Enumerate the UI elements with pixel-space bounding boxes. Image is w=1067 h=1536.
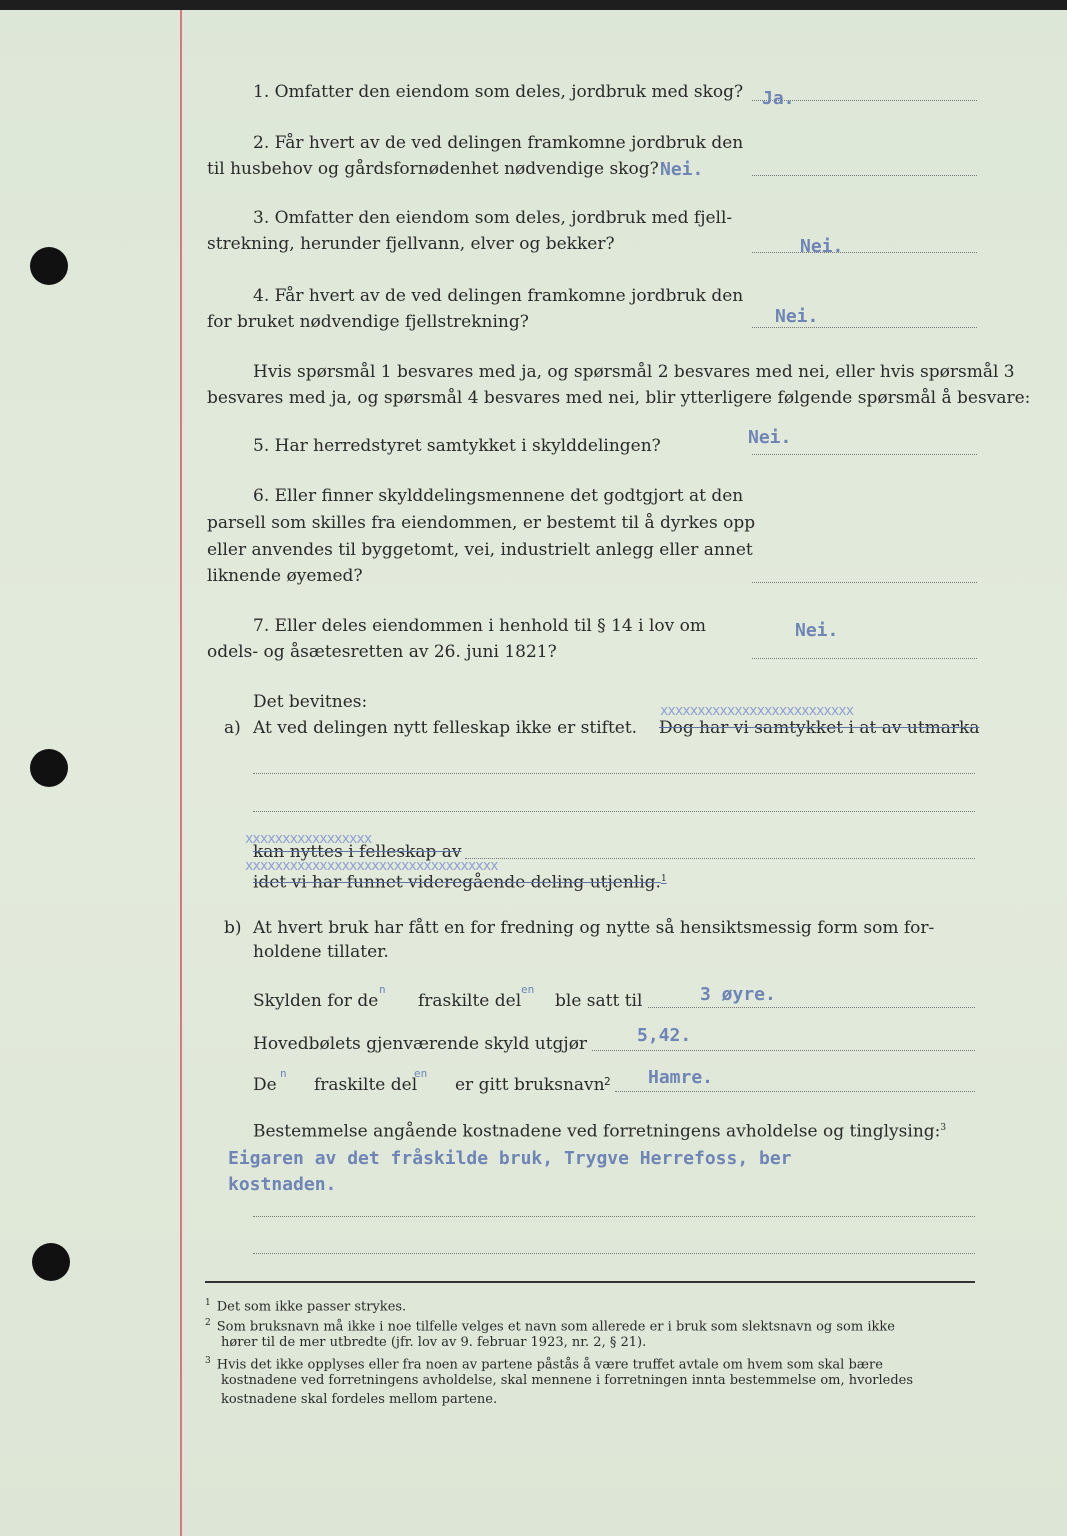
skyld-sup-1: n <box>379 983 386 996</box>
bruksnavn-label-3: er gitt bruksnavn <box>455 1075 605 1095</box>
answer-line <box>752 582 977 583</box>
idet-line <box>253 867 667 895</box>
question-3-text-cont: strekning, herunder fjellvann, elver og bekker? <box>207 234 615 254</box>
hovedbol-value: 5,42. <box>637 1025 692 1046</box>
answer-line <box>752 658 977 659</box>
bestemmelse-text: Bestemmelse angående kostnadene ved forretningens avholdelse og tinglysing: <box>253 1121 941 1142</box>
footnote-separator <box>205 1281 975 1283</box>
question-6-text-cont: parsell som skilles fra eiendommen, er bestemt til å dyrkes opp <box>207 513 756 533</box>
answer-line <box>752 454 977 455</box>
question-6-text: 6. Eller finner skylddelingsmennene det godtgjort at den <box>253 486 744 506</box>
answer-line <box>752 327 977 328</box>
bruksnavn-value: Hamre. <box>648 1067 714 1088</box>
item-b-text-cont: holdene tillater. <box>253 942 389 962</box>
footnote-3-cont: kostnadene ved forretningens avholdelse, skal mennene i forretningen innta bestemmelse om, hvorledes <box>221 1373 914 1388</box>
footnote-number: 3 <box>205 1356 211 1366</box>
skyld-sup-2: en <box>521 983 535 996</box>
bruksnavn-label-1: De <box>253 1075 277 1095</box>
footnote-ref: 1 <box>660 874 667 884</box>
footnote-number: 2 <box>205 1318 211 1328</box>
bestemmelse-typed-line-1: Eigaren av det fråskilde bruk, Trygve Herrefoss, ber <box>228 1148 792 1169</box>
skyld-label-3: ble satt til <box>555 991 643 1011</box>
question-7-answer: Nei. <box>795 620 839 641</box>
question-7-text-cont: odels- og åsætesretten av 26. juni 1821? <box>207 642 557 662</box>
bruksnavn-sup-1: n <box>280 1067 287 1080</box>
question-1-text: 1. Omfatter den eiendom som deles, jordbruk med skog? <box>253 82 744 102</box>
item-b-label: b) <box>224 918 242 938</box>
question-5-answer: Nei. <box>748 427 792 448</box>
bestemmelse-typed-line-2: kostnaden. <box>228 1174 337 1195</box>
answer-line <box>752 252 977 253</box>
punch-hole <box>30 247 68 285</box>
question-1-answer: Ja. <box>762 88 795 109</box>
question-4-text: 4. Får hvert av de ved delingen framkomne jordbruk den <box>253 286 744 306</box>
question-7-text: 7. Eller deles eiendommen i henhold til § 14 i lov om <box>253 616 706 636</box>
answer-line <box>615 1091 975 1092</box>
footnote-text: Det som ikke passer strykes. <box>216 1299 407 1315</box>
answer-line <box>752 175 977 176</box>
bevitnes-heading: Det bevitnes: <box>253 692 368 712</box>
bruksnavn-sup-2: en <box>414 1067 428 1080</box>
typed-x-overstrike: xxxxxxxxxxxxxxxxxxxxxxxxxxxxxxxxxx <box>245 858 498 874</box>
answer-line <box>592 1050 975 1051</box>
item-a-label: a) <box>224 718 241 738</box>
answer-line <box>648 1007 975 1008</box>
item-a-text: At ved delingen nytt felleskap ikke er stiftet. <box>253 718 638 738</box>
hovedbol-label: Hovedbølets gjenværende skyld utgjør <box>253 1034 588 1054</box>
scan-top-edge <box>0 0 1067 10</box>
blank-line <box>253 773 975 774</box>
blank-line <box>253 1253 975 1254</box>
condition-text-cont: besvares med ja, og spørsmål 4 besvares med nei, blir ytterligere følgende spørsmål å besvare: <box>207 388 1031 408</box>
question-2-text: 2. Får hvert av de ved delingen framkomne jordbruk den <box>253 133 744 153</box>
question-2-answer: Nei. <box>660 159 704 180</box>
question-2-text-cont: til husbehov og gårdsfornødenhet nødvendige skog? <box>207 159 659 179</box>
punch-hole <box>30 749 68 787</box>
footnote-number: 1 <box>205 1298 211 1308</box>
typed-x-overstrike: xxxxxxxxxxxxxxxxxxxxxxxxxx <box>660 703 854 719</box>
footnote-text: Som bruksnavn må ikke i noe tilfelle velges et navn som allerede er i bruk som slektsnavn og som ikke <box>216 1319 895 1335</box>
footnote-3-cont: kostnadene skal fordeles mellom partene. <box>221 1392 498 1407</box>
item-b-text: At hvert bruk har fått en for fredning og nytte så hensiktsmessig form som for- <box>253 918 935 938</box>
footnote-text: Hvis det ikke opplyses eller fra noen av partene påstås å være truffet avtale om hvem som skal bære <box>216 1357 883 1373</box>
question-4-answer: Nei. <box>775 306 819 327</box>
idet-line-text: idet vi har funnet videregående deling utjenlig. <box>253 872 661 893</box>
bestemmelse-label <box>253 1116 946 1144</box>
skyld-label-1: Skylden for de <box>253 991 379 1011</box>
condition-text: Hvis spørsmål 1 besvares med ja, og spørsmål 2 besvares med nei, eller hvis spørsmål 3 <box>253 362 1015 382</box>
footnote-2-cont: hører til de mer utbredte (jfr. lov av 9. februar 1923, nr. 2, § 21). <box>221 1335 647 1350</box>
kan-nyttes-line: kan nyttes i felleskap av <box>253 842 462 862</box>
question-3-answer: Nei. <box>800 236 844 257</box>
blank-line <box>253 1216 975 1217</box>
question-6-text-cont: liknende øyemed? <box>207 566 363 586</box>
question-5-text: 5. Har herredstyret samtykket i skylddelingen? <box>253 436 661 456</box>
blank-line <box>465 858 975 859</box>
question-3-text: 3. Omfatter den eiendom som deles, jordbruk med fjell- <box>253 208 733 228</box>
footnote-1 <box>205 1294 406 1316</box>
skyld-value: 3 øyre. <box>700 984 776 1005</box>
skyld-label-2: fraskilte del <box>418 991 522 1011</box>
punch-hole <box>32 1243 70 1281</box>
question-6-text-cont: eller anvendes til byggetomt, vei, industrielt anlegg eller annet <box>207 540 753 560</box>
blank-line <box>253 811 975 812</box>
bruksnavn-label-2: fraskilte del <box>314 1075 418 1095</box>
question-4-text-cont: for bruket nødvendige fjellstrekning? <box>207 312 529 332</box>
footnote-ref: 3 <box>940 1123 947 1133</box>
bruksnavn-sup-3: 2 <box>604 1075 611 1088</box>
typed-x-overstrike: xxxxxxxxxxxxxxxxx <box>245 831 372 847</box>
red-margin-line <box>180 10 182 1536</box>
item-a-struck-text: Dog har vi samtykket i at av utmarka <box>659 718 980 738</box>
